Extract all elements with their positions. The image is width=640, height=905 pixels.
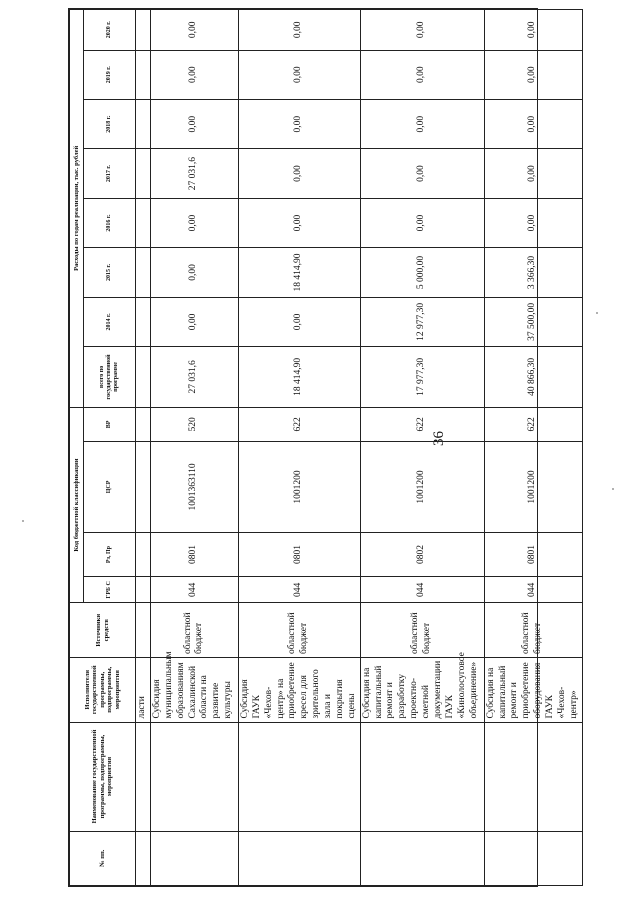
vr-cell: 622 — [238, 407, 360, 441]
value-cell — [136, 99, 151, 148]
value-cell — [136, 198, 151, 247]
value-cell — [136, 297, 151, 346]
header-year-2015: 2015 г. — [84, 248, 136, 297]
source-cell: областной бюджет — [150, 603, 238, 657]
table-row — [484, 10, 582, 886]
header-executor: Исполнители государственной программы, подпрограммы, мероприятия — [70, 657, 136, 722]
scan-speck — [596, 312, 598, 314]
table-rotation-frame — [69, 9, 579, 886]
continuation-row — [136, 10, 151, 886]
value-cell — [136, 149, 151, 198]
total-cell: 27 031,6 — [150, 347, 238, 408]
grbs-cell: 044 — [484, 577, 582, 603]
grbs-cell: 044 — [360, 577, 484, 603]
value-2014: 37 500,00 — [484, 297, 582, 346]
rotated-table-sheet — [68, 8, 579, 887]
header-rzpr: Рз, Пр — [84, 532, 136, 576]
value-2019: 0,00 — [150, 50, 238, 99]
vr-cell: 520 — [150, 407, 238, 441]
grbs-cell: 044 — [150, 577, 238, 603]
header-year-2017: 2017 г. — [84, 149, 136, 198]
header-num: № пп. — [70, 831, 136, 885]
name-cell — [238, 722, 360, 831]
source-cell — [136, 603, 151, 657]
value-2014: 0,00 — [238, 297, 360, 346]
executor-cell: Субсидия муниципальным образованиям Сахалинской области на развитие культуры — [150, 657, 238, 722]
value-2015: 3 366,30 — [484, 248, 582, 297]
scan-speck — [612, 488, 614, 490]
value-2019: 0,00 — [360, 50, 484, 99]
csr-cell: 1001200 — [484, 442, 582, 533]
value-2017: 27 031,6 — [150, 149, 238, 198]
value-2015: 18 414,90 — [238, 248, 360, 297]
rzpr-cell — [136, 532, 151, 576]
page-number: 36 — [431, 431, 447, 446]
value-2016: 0,00 — [360, 198, 484, 247]
value-2020: 0,00 — [360, 10, 484, 51]
value-2018: 0,00 — [360, 99, 484, 148]
rzpr-cell: 0801 — [150, 532, 238, 576]
rzpr-cell: 0801 — [238, 532, 360, 576]
value-2019: 0,00 — [238, 50, 360, 99]
value-2018: 0,00 — [484, 99, 582, 148]
rzpr-cell: 0801 — [484, 532, 582, 576]
header-budget-code-group: Код бюджетной классификации — [70, 407, 84, 603]
value-2020: 0,00 — [150, 10, 238, 51]
grbs-cell — [136, 577, 151, 603]
scan-speck — [22, 520, 24, 522]
value-2015: 0,00 — [150, 248, 238, 297]
csr-cell: 1001200 — [360, 442, 484, 533]
source-cell: областной бюджет — [360, 603, 484, 657]
table-row — [150, 10, 238, 886]
header-csr: ЦСР — [84, 442, 136, 533]
value-2016: 0,00 — [484, 198, 582, 247]
value-2017: 0,00 — [238, 149, 360, 198]
executor-cell: Субсидия ГАУК «Чехов-центр» на приобретение кресел для зрительного зала и покрытия сцены — [238, 657, 360, 722]
value-2014: 0,00 — [150, 297, 238, 346]
num-cell — [484, 831, 582, 885]
value-2019: 0,00 — [484, 50, 582, 99]
header-program-name: Наименование государственной программы, подпрограммы, мероприятия — [70, 722, 136, 831]
value-cell — [136, 248, 151, 297]
total-cell: 17 977,30 — [360, 347, 484, 408]
num-cell — [136, 831, 151, 885]
csr-cell: 1001363110 — [150, 442, 238, 533]
source-cell: областной бюджет — [484, 603, 582, 657]
total-cell: 18 414,90 — [238, 347, 360, 408]
name-cell — [150, 722, 238, 831]
value-2018: 0,00 — [238, 99, 360, 148]
table-row — [360, 10, 484, 886]
value-2015: 5 000,00 — [360, 248, 484, 297]
vr-cell: 622 — [360, 407, 484, 441]
budget-table — [69, 9, 583, 886]
header-total: всего по государственной программе — [84, 347, 136, 408]
rzpr-cell: 0802 — [360, 532, 484, 576]
header-year-2014: 2014 г. — [84, 297, 136, 346]
name-cell — [484, 722, 582, 831]
executor-cell: Субсидия на капитальный ремонт и приобретение оборудования ГАУК «Чехов-центр» — [484, 657, 582, 722]
num-cell — [238, 831, 360, 885]
table-row — [238, 10, 360, 886]
header-year-2019: 2019 г. — [84, 50, 136, 99]
value-2020: 0,00 — [238, 10, 360, 51]
num-cell — [150, 831, 238, 885]
header-expenses-group: Расходы по годам реализации, тыс. рублей — [70, 10, 84, 408]
grbs-cell: 044 — [238, 577, 360, 603]
value-2020: 0,00 — [484, 10, 582, 51]
header-year-2020: 2020 г. — [84, 10, 136, 51]
executor-cell: Субсидия на капитальный ремонт и разработку проектно-сметной документации ГАУК «Кинолосуговое объединение» — [360, 657, 484, 722]
value-cell — [136, 50, 151, 99]
value-2016: 0,00 — [238, 198, 360, 247]
value-2018: 0,00 — [150, 99, 238, 148]
source-cell: областной бюджет — [238, 603, 360, 657]
header-source: Источники средств — [70, 603, 136, 657]
name-cell — [360, 722, 484, 831]
vr-cell — [136, 407, 151, 441]
total-cell — [136, 347, 151, 408]
header-grbs: ГРБ С — [84, 577, 136, 603]
header-vr: ВР — [84, 407, 136, 441]
csr-cell — [136, 442, 151, 533]
csr-cell: 1001200 — [238, 442, 360, 533]
value-2016: 0,00 — [150, 198, 238, 247]
vr-cell: 622 — [484, 407, 582, 441]
continuation-text: ласти — [136, 657, 151, 722]
value-2017: 0,00 — [360, 149, 484, 198]
header-year-2018: 2018 г. — [84, 99, 136, 148]
total-cell: 40 866,30 — [484, 347, 582, 408]
value-2014: 12 977,30 — [360, 297, 484, 346]
header-year-2016: 2016 г. — [84, 198, 136, 247]
num-cell — [360, 831, 484, 885]
value-2017: 0,00 — [484, 149, 582, 198]
name-cell — [136, 722, 151, 831]
value-cell — [136, 10, 151, 51]
